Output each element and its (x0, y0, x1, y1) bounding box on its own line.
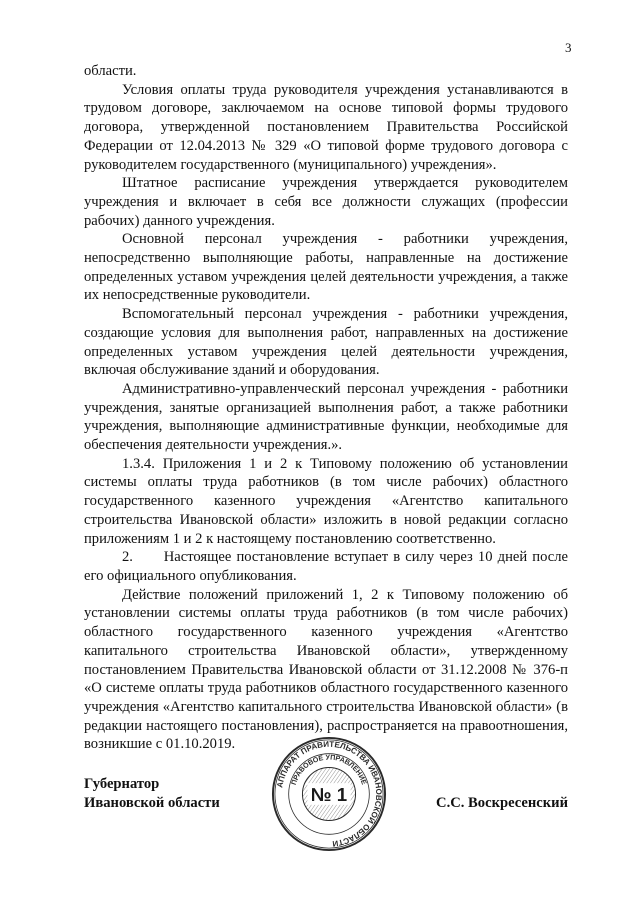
paragraph-admin-staff: Административно-управленческий персонал учреждения - работники учреждения, занятые организацией выполнения работ, а также работники учреждения, выполняющие административные функции, необходимые для обеспечения деятельности учреждения.». (84, 380, 568, 454)
paragraph-effect: Действие положений приложений 1, 2 к Типовому положению об установлении системы оплаты труда работников (в том числе рабочих) областного государственного казенного учреждения «Агентство капитального строительства Ивановской области», утвержденному постановлением Правительства Ивановской области от 31.12.2008 № 376-п «О системе оплаты труда работников областного государственного казенного учреждения «Агентство капитального строительства Ивановской области» (в редакции настоящего постановления), распространяется на правоотношения, возникшие с 01.10.2019. (84, 586, 568, 753)
seal-inner-text: ПРАВОВОЕ УПРАВЛЕНИЕ (289, 753, 368, 787)
paragraph-main-staff: Основной персонал учреждения - работники учреждения, непосредственно выполняющие работы, направленные на достижение определенных уставом учреждения целей деятельности учреждения, а также их непосредственные руководители. (84, 231, 568, 304)
signatory-name: С.С. Воскресенский (436, 794, 568, 811)
paragraph-item-1-3-4: 1.3.4. Приложения 1 и 2 к Типовому положению об установлении системы оплаты труда работников (в том числе рабочих) областного государственного казенного учреждения «Агентство капитального строительства Ивановской области» изложить в новой редакции согласно приложениям 1 и 2 к настоящему постановлению соответственно. (84, 455, 572, 547)
signatory-title-line2: Ивановской области (84, 794, 220, 811)
paragraph-item-2: 2. Настоящее постановление вступает в силу через 10 дней после его официального опубликования. (84, 549, 572, 584)
paragraph-staff-schedule: Штатное расписание учреждения утверждается руководителем учреждения и включает в себя все должности служащих (профессии рабочих) данного учреждения. (84, 175, 568, 229)
seal-outer-text: АППАРАТ ПРАВИТЕЛЬСТВА ИВАНОВСКОЙ ОБЛАСТИ (275, 739, 384, 849)
paragraph-continuation: области. (84, 63, 137, 79)
document-body (84, 62, 572, 754)
seal-number: № 1 (310, 783, 348, 805)
official-seal (270, 735, 388, 853)
signatory-title (84, 775, 220, 812)
paragraph-auxiliary-staff: Вспомогательный персонал учреждения - работники учреждения, создающие условия для выполнения работ, направленных на достижение определенных уставом учреждения целей деятельности учреждения, включая обслуживание зданий и оборудования. (84, 306, 568, 379)
page-number: 3 (565, 40, 572, 55)
paragraph-manager-pay: Условия оплаты труда руководителя учреждения устанавливаются в трудовом договоре, заключаемом на основе типовой формы трудового договора, утвержденной постановлением Правительства Российской Федерации от 12.04.2013 № 329 «О типовой форме трудового договора с руководителем государственного (муниципального) учреждения». (84, 81, 568, 173)
signatory-title-line1: Губернатор (84, 776, 160, 792)
